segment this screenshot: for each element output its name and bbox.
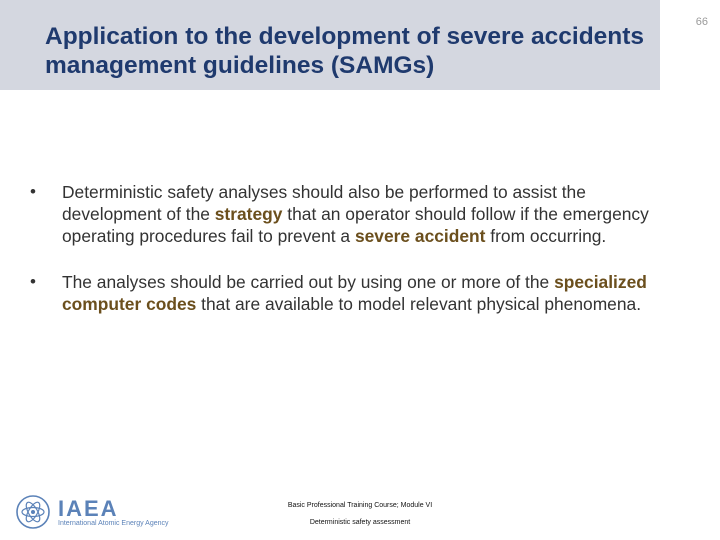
footer-module: Deterministic safety assessment <box>309 519 411 526</box>
page-number: 66 <box>695 16 708 28</box>
bullet-list <box>30 181 670 339</box>
bullet-text-segment: that an operator should follow if the emergency operating procedures fail to prevent a <box>62 204 649 246</box>
logo-subtitle: International Atomic Energy Agency <box>58 520 169 527</box>
highlight-strategy: strategy <box>214 204 283 224</box>
iaea-emblem-icon <box>15 494 51 530</box>
bullet-text <box>62 271 670 315</box>
footer-course: Basic Professional Training Course; Module VI <box>287 502 433 509</box>
bullet-text-segment: Deterministic safety analyses should also be performed to assist the development of the <box>62 182 586 224</box>
bullet-marker: • <box>30 272 36 291</box>
iaea-logo <box>15 494 175 530</box>
bullet-text-segment: The analyses should be carried out by using one or more of the <box>62 272 555 292</box>
highlight-computer-codes: specialized computer codes <box>62 272 647 314</box>
slide-title: Application to the development of severe accidents management guidelines (SAMGs) <box>45 23 645 79</box>
bullet-text-segment: from occurring. <box>485 226 607 246</box>
bullet-item <box>30 271 670 315</box>
bullet-item <box>30 181 670 247</box>
highlight-severe-accident: severe accident <box>354 226 486 246</box>
bullet-marker: • <box>30 182 36 201</box>
bullet-text-segment: that are available to model relevant physical phenomena. <box>196 294 642 314</box>
bullet-text <box>62 181 670 247</box>
logo-text: IAEA <box>58 496 119 521</box>
